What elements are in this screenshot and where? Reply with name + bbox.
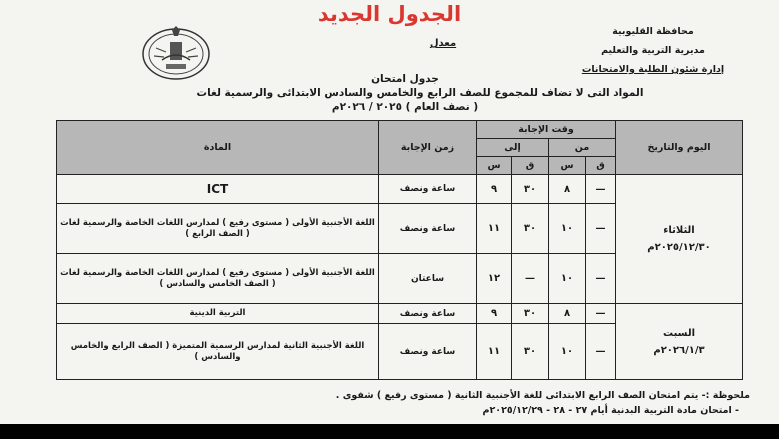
header-day-date: اليوم والتاريخ — [616, 121, 743, 175]
header-to-hour: س — [477, 157, 512, 175]
from-hour-cell: ١٠ — [549, 204, 586, 254]
day-date: ٢٠٢٥/١٢/٣٠م — [647, 242, 711, 253]
from-minute-cell: — — [586, 304, 616, 324]
subject-cell: اللغة الأجنبية الثانية لمدارس الرسمية المتميزة ( الصف الرابع والخامس والسادس ) — [57, 324, 379, 380]
to-hour-cell: ١٢ — [477, 254, 512, 304]
table-row — [57, 175, 743, 204]
new-schedule-title: الجدول الجديد — [317, 2, 462, 26]
header-to-minute: ق — [512, 157, 549, 175]
to-hour-cell: ٩ — [477, 175, 512, 204]
exam-schedule-table — [56, 120, 743, 380]
subject-cell: التربية الدينية — [57, 304, 379, 324]
note-oral-exam: ملحوظة :- يتم امتحان الصف الرابع الابتدائى للغة الأجنبية الثانية ( مستوى رفيع ) شفوى . — [335, 390, 750, 401]
from-minute-cell: — — [586, 204, 616, 254]
subject-cell: اللغة الأجنبية الأولى ( مستوى رفيع ) لمدارس اللغات الخاصة والرسمية لغات ( الصف الرابع ) — [57, 204, 379, 254]
directorate-label: مديرية التربية والتعليم — [601, 45, 705, 56]
header-from-hour: س — [549, 157, 586, 175]
from-minute-cell: — — [586, 175, 616, 204]
header-subject: المادة — [57, 121, 379, 175]
bottom-border — [0, 424, 779, 439]
to-hour-cell: ١١ — [477, 324, 512, 380]
header-answer-time: وقت الإجابة — [477, 121, 616, 139]
organization-block — [553, 22, 753, 79]
to-minute-cell: — — [512, 254, 549, 304]
day-cell-saturday — [616, 304, 743, 380]
day-date: ٢٠٢٦/١/٣م — [653, 344, 705, 356]
modified-stamp: معدل — [429, 38, 457, 49]
header-to: إلى — [477, 139, 549, 157]
to-hour-cell: ٩ — [477, 304, 512, 324]
from-hour-cell: ١٠ — [549, 324, 586, 380]
note-pe-exam: - امتحان مادة التربية البدنية أيام ٢٧ - ٢٨ - ٢٠٢٥/١٢/٢٩م — [482, 405, 739, 416]
from-minute-cell: — — [586, 324, 616, 380]
duration-cell: ساعة ونصف — [379, 175, 477, 204]
header-from: من — [549, 139, 616, 157]
duration-cell: ساعتان — [379, 254, 477, 304]
duration-cell: ساعة ونصف — [379, 204, 477, 254]
duration-cell: ساعة ونصف — [379, 324, 477, 380]
exam-heading-title: جدول امتحان — [371, 73, 439, 85]
day-name: الثلاثاء — [663, 225, 695, 236]
from-hour-cell: ٨ — [549, 175, 586, 204]
from-hour-cell: ٨ — [549, 304, 586, 324]
header-from-minute: ق — [586, 157, 616, 175]
exam-heading-subjects: المواد التى لا تضاف للمجموع للصف الرابع والخامس والسادس الابتدائى والرسمية لغات — [196, 87, 644, 99]
subject-cell: اللغة الأجنبية الأولى ( مستوى رفيع ) لمدارس اللغات الخاصة والرسمية لغات ( الصف الخامس والسادس ) — [57, 254, 379, 304]
header-duration: زمن الإجابة — [379, 121, 477, 175]
to-minute-cell: ٣٠ — [512, 304, 549, 324]
governorate-label: محافظة القليوبية — [612, 26, 694, 37]
duration-cell: ساعة ونصف — [379, 304, 477, 324]
table-row — [57, 304, 743, 324]
exam-heading-term: ( نصف العام ) ٢٠٢٥ / ٢٠٢٦م — [331, 101, 479, 113]
day-cell-tuesday — [616, 175, 743, 304]
from-minute-cell: — — [586, 254, 616, 304]
from-hour-cell: ١٠ — [549, 254, 586, 304]
to-minute-cell: ٣٠ — [512, 204, 549, 254]
to-minute-cell: ٣٠ — [512, 175, 549, 204]
day-name: السبت — [662, 327, 696, 339]
department-label: إدارة شئون الطلبة والامتحانات — [581, 64, 725, 75]
to-minute-cell: ٣٠ — [512, 324, 549, 380]
to-hour-cell: ١١ — [477, 204, 512, 254]
subject-cell: ICT — [57, 175, 379, 204]
